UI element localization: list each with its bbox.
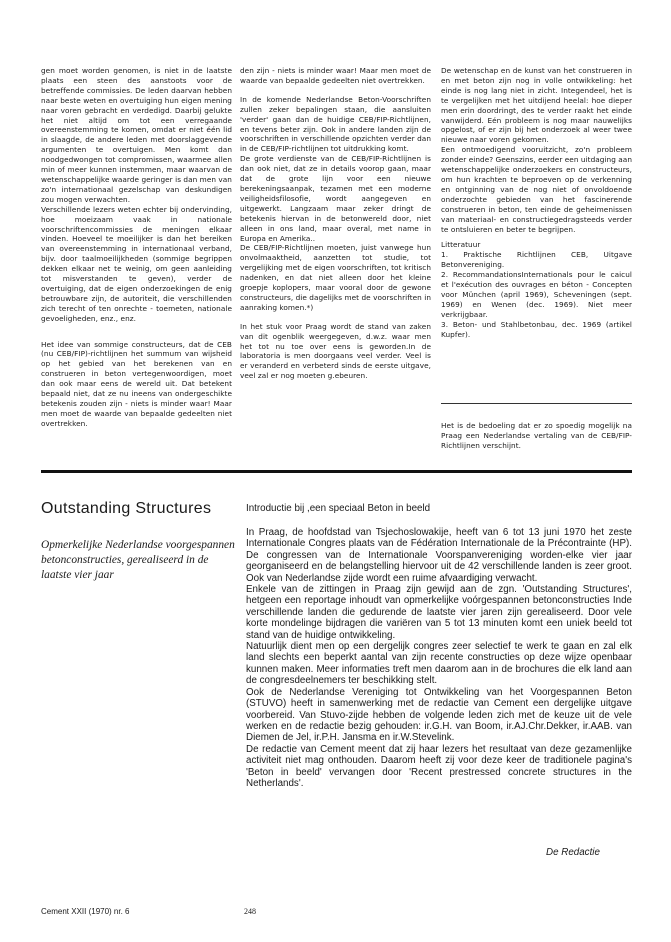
footnote (441, 421, 632, 451)
article-body (246, 527, 632, 789)
col2-paragraph-2: In de komende Nederlandse Beton-Voorschriften zullen zeker bepalingen staan, die aansluiten 'verder' gaan dan de huidige CEB/FIP-Richtlijnen, en tevens beter zijn. Ook in andere landen zijn de voorschriften in verschillende opzichten verder dan in de CEB/FIP-richtlijnen tot uitdrukking komt. (240, 94, 431, 154)
literature-item-2: 2. RecommandationsInternationals pour le caicul et l'exécution des ouvrages en béton - Concepten voor München (april 1969), Scheveningen (sept. 1969) en Wenen (dec. 1969). Niet meer verkrijgbaar. (441, 270, 632, 319)
col1-paragraph-2: Verschillende lezers weten echter bij ondervinding, hoe moeizaam vaak in nationale voorschriftencommissies de meningen elkaar vinden. Hoeveel te moeilijker is dan het bereiken van overeenstemming in internationaal verband, bijv. door taalmoeilijkheden (sommige begrippen dekken elkaar net te weinig, om geen aanleiding tot misverstanden te geven), verder de overtuiging, dat de eigen onderzoekingen de enig betrouwbare zijn, de autoriteit, die verschillenden zich terecht of ten onrechte - toemeten, nationale gevoeligheden, enz., enz. (41, 204, 232, 323)
signature: De Redactie (546, 847, 600, 858)
literature-item-3: 3. Beton- und Stahlbetonbau, dec. 1969 (artikel Kupfer). (441, 319, 632, 339)
article-paragraph-1: In Praag, de hoofdstad van Tsjechoslowakije, heeft van 6 tot 13 juni 1970 het zeste Internationale Congres plaats van de Fédération Internationale de la Précontrainte (HP). De congressen van de Internationale Voorspanvereniging worden-elke vier jaar georganiseerd en de belangstelling hiervoor uit de 42 verschillende landen is zeer groot. Ook van Nederlandse zijde wordt een ruime afvaardiging verwacht. (246, 527, 632, 584)
col2-paragraph-5: In het stuk voor Praag wordt de stand van zaken van dit ogenblik weergegeven, d.w.z. waar men het tot nu toe over eens is geworden.In de laboratoria is men doorgaans veel verder. Veel is er veranderd en verbeterd sinds de eerste uitgave, veel zal er nog moeten g.ebeuren. (240, 321, 431, 381)
col2-paragraph-3: De grote verdienste van de CEB/FIP-Richtlijnen is dan ook niet, dat ze in details voorop gaan, maar dat de grote lijn voor een nieuwe berekeningsaanpak, tezamen met een moderne veiligheidsfilosofie, wordt aangegeven en uitgewerkt. Langzaam maar zeker dringt de betekenis hiervan in de betonwereld door, niet alleen in ons land, maar overal, met name in Europa en Amerika.. (240, 154, 431, 243)
section-subtitle: Opmerkelijke Nederlandse voorgespannen betonconstructies, gerealiseerd in de laatste vier jaar (41, 539, 235, 581)
col2-paragraph-4: De CEB/FIP-Richtlijnen moeten, juist vanwege hun onvolmaaktheid, aanzetten tot studie, tot vergelijking met de eigen voorschriften, tot kritisch nadenken, en dat niet alleen door het kleine groepje koplopers, maar vooral door de gewone constructeurs, die dagelijks met de voorschriften in aanraking komen.*) (240, 243, 431, 312)
column-2 (240, 66, 431, 381)
journal-reference: Cement XXII (1970) nr. 6 (41, 907, 130, 916)
page-number: 248 (244, 907, 256, 916)
intro-heading: Introductie bij ,een speciaal Beton in beeld (246, 503, 431, 514)
literature-item-1: 1. Praktische Richtlijnen CEB, Uitgave Betonvereniging. (441, 250, 632, 270)
col3-paragraph-1: De wetenschap en de kunst van het construeren in en met beton zijn nog in volle ontwikkeling: het einde is nog lang niet in zicht. Integendeel, het is te vergelijken met het uitdijend heelal: hoe dieper men erin doordringt, des te verder raakt het einde vanwijderd. Eén probleem is nog maar nauwelijks opgelost, of er zijn bij het onderzoek al weer twee nieuwe naar voren gekomen. (441, 66, 632, 145)
literature-title: Litteratuur (441, 240, 481, 250)
article-paragraph-4: Ook de Nederlandse Vereniging tot Ontwikkeling van het Voorgespannen Beton (STUVO) heeft in samenwerking met de redactie van Cement een dergelijke uitgave voorbereid. Van Stuvo-zijde hebben de volgende leden zich met de keuze uit de vele werken en de redactie bezig gehouden: ir.G.H. van Boom, ir.AJ.Chr.Dekker, ir.AAB. van Diemen de Jel, ir.P.H. Jansma en ir.W.Stevelink. (246, 686, 632, 744)
col1-paragraph-1: gen moet worden genomen, is niet in de laatste plaats een steen des aanstoots voor de betreffende commissies. De leden daarvan hebben naar beste weten en overtuiging hun eigen mening naar voren gebracht en verdedigd. Daarbij gelukte het niet altijd om tot een verregaande overeenstemming te komen, omdat er niet één lid in slaagde, de andere leden met doorslaggevende argumenten te overtuigen. Men komt dan noodgedwongen tot compromissen, waarmee allen min of meer kunnen instemmen, maar waarvan de wetenschappelijke waarde geringer is dan men van zo'n internationaal gezelschap van deskundigen zou mogen verwachten. (41, 66, 232, 204)
col1-paragraph-3: Het idee van sommige constructeurs, dat de CEB (nu CEB/FIP)-richtlijnen het summum van wijsheid op het gebied van het berekenen van en construeren in beton vertegenwoordigen, moet dan ook maar eens de wereld uit. Dat betekent bepaald niet, dat ze nu ineens van ondergeschikte betekenis zouden zijn - niets is minder waar! Maar men moet de waarde van bepaalde gedeelten niet overtrekken. (41, 339, 232, 428)
article-paragraph-2: Enkele van de zittingen in Praag zijn gewijd aan de zgn. 'Outstanding Structures', hetgeen een reportage inhoudt van opmerkelijke voórgespannen betonconstructies Inde verschillende landen die gedurende de laatste vier jaren zijn gerealiseerd. Door vele korte mondelinge bijdragen die variëren van 5 tot 13 minuten komt een uniek beeld tot stand van de huidige ontwikkeling. (246, 584, 632, 641)
section-heading: Outstanding Structures (41, 500, 212, 517)
section-divider (41, 470, 632, 473)
footnote-rule (441, 403, 632, 404)
col2-paragraph-1: den zijn - niets is minder waar! Maar men moet de waarde van bepaalde gedeelten niet overtrekken. (240, 66, 431, 85)
column-1 (41, 66, 232, 429)
article-paragraph-5: De redactie van Cement meent dat zij haar lezers het resultaat van deze gezamenlijke activiteit niet mag onthouden. Daarom heeft zij voor deze keer de traditionele pagina's 'Beton in beeld' vervangen door 'Recent prestressed concrete structures in the Netherlands'. (246, 743, 632, 789)
article-paragraph-3: Natuurlijk dient men op een dergelijk congres zeer selectief te werk te gaan en zal elk land slechts een beperkt aantal van zijn recente constructies op deze wijze openbaar kunnen maken. Meer informaties treft men daarom aan in de brochures die elk land aan de congresdeelnemers ter beschikking stelt. (246, 641, 632, 687)
footnote-text: Het is de bedoeling dat er zo spoedig mogelijk na Praag een Nederlandse vertaling van de CEB/FIP-Richtlijnen verschijnt. (441, 421, 632, 450)
column-3 (441, 66, 632, 339)
col3-paragraph-2: Een ontmoedigend vooruitzicht, zo'n probleem zonder einde? Geenszins, eerder een uitdaging aan wetenschappelijke onderzoekers en constructeurs, om hun krachten te beproeven op de verkenning en ontginning van de nog niet of onvoldoende onderzochte gebieden van het fascinerende construeren in beton, ten einde de geheimenissen van materiaal- en constructiegedragsteeds verder te ontsluieren en beter te begrijpen. (441, 145, 632, 234)
